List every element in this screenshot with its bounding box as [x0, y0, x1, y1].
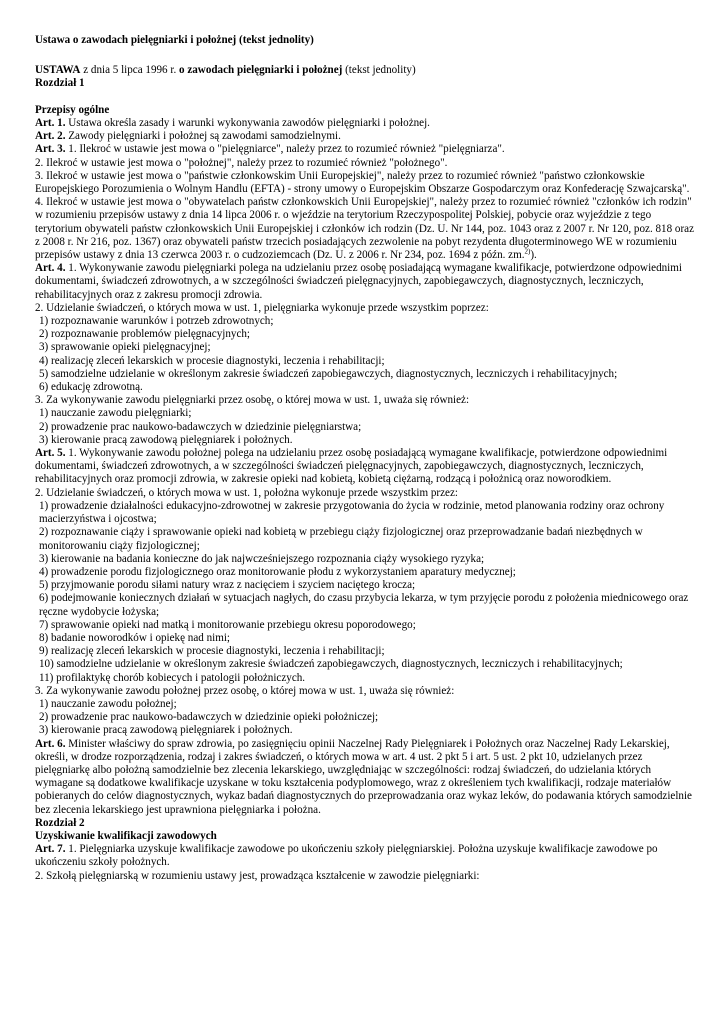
article-3-para-4 [35, 196, 695, 262]
list-item: 6) podejmowanie koniecznych działań w sytuacjach nagłych, do czasu przybycia lekarza, w tym przyjęcie porodu z położenia miednicowego oraz ręczne wydobycie łożyska; [39, 592, 689, 618]
list-item: 3) sprawowanie opieki pielęgnacyjnej; [39, 341, 211, 354]
article-3-para-2: 2. Ilekroć w ustawie jest mowa o "położnej", należy przez to rozumieć również "położnego". [35, 156, 448, 169]
act-date: z dnia 5 lipca 1996 r. [80, 64, 180, 77]
list-item: 1) rozpoznawanie warunków i potrzeb zdrowotnych; [39, 315, 274, 328]
article-5-para-2: 2. Udzielanie świadczeń, o których mowa w ust. 1, położna wykonuje przede wszystkim przez: [35, 486, 458, 499]
act-subject: o zawodach pielęgniarki i położnej [179, 64, 343, 77]
chapter-2-heading: Rozdział 2 [35, 816, 85, 829]
article-label: Art. 2. [35, 130, 66, 143]
article-label: Art. 6. [35, 737, 66, 750]
list-item: 3) kierowanie pracą zawodową pielęgniarek i położnych. [39, 433, 293, 446]
article-4-para-3: 3. Za wykonywanie zawodu pielęgniarki przez osobę, o której mowa w ust. 1, uważa się również: [35, 394, 470, 407]
footnote-ref[interactable]: 2) [524, 247, 531, 256]
article-text-end: ). [530, 249, 537, 262]
article-7-para-1 [35, 843, 695, 869]
article-2 [35, 130, 695, 143]
list-item: 11) profilaktykę chorób kobiecych i patologii położniczych. [39, 671, 306, 684]
article-7-para-2: 2. Szkołą pielęgniarską w rozumieniu ustawy jest, prowadząca kształcenie w zawodzie pielęgniarki: [35, 869, 480, 882]
article-4-para-2: 2. Udzielanie świadczeń, o których mowa w ust. 1, pielęgniarka wykonuje przede wszystkim poprzez: [35, 301, 489, 314]
article-label: Art. 1. [35, 117, 66, 129]
article-text: Minister właściwy do spraw zdrowia, po zasięgnięciu opinii Naczelnej Rady Pielęgniarek i Położnych oraz Naczelnej Rady Lekarskiej, określi, w drodze rozporządzenia, rodzaj i zakres świadczeń, o których mowa w art. 4 ust. 2 pkt 5 i art. 5 ust. 2 pkt 10, udzielanych przez pielęgniarkę albo położną samodzielnie bez zlecenia lekarskiego, uwzględniając w szczególności: rodzaj świadczeń, do udzielania których wymagane są dodatkowe kwalifikacje uzyskane w toku kształcenia podyplomowego, wraz z określeniem tych kwalifikacji, rodzaje materiałów pobieranych do celów diagnostycznych, wykaz badań diagnostycznych do przeprowadzania oraz wykaz leków, do podawania których samodzielnie bez zlecenia lekarskiego jest uprawniona pielęgniarka i położna. [35, 737, 692, 816]
article-5-para-1 [35, 447, 695, 487]
list-item: 5) samodzielne udzielanie w określonym zakresie świadczeń zapobiegawczych, diagnostycznych, leczniczych i rehabilitacyjnych; [39, 367, 618, 380]
list-item: 10) samodzielne udzielanie w określonym zakresie świadczeń zapobiegawczych, diagnostycznych, leczniczych i rehabilitacyjnych; [39, 658, 623, 671]
list-item: 2) rozpoznawanie ciąży i sprawowanie opieki nad kobietą w przebiegu ciąży fizjologicznej oraz przeprowadzanie badań niezbędnych w monitorowaniu ciąży fizjologicznej; [39, 526, 643, 552]
list-item: 7) sprawowanie opieki nad matką i monitorowanie przebiegu okresu poporodowego; [39, 618, 416, 631]
list-item: 2) prowadzenie prac naukowo-badawczych w dziedzinie opieki położniczej; [39, 711, 379, 724]
act-header [35, 64, 695, 77]
list-item: 8) badanie noworodków i opiekę nad nimi; [39, 631, 231, 644]
list-item: 1) nauczanie zawodu pielęgniarki; [39, 407, 192, 420]
list-item: 1) prowadzenie działalności edukacyjno-zdrowotnej w zakresie przygotowania do życia w rodzinie, metod planowania rodziny oraz ochrony macierzyństwa i ojcostwa; [39, 499, 665, 526]
article-text: 1. Wykonywanie zawodu pielęgniarki polega na udzielaniu przez osobę posiadającą wymagane kwalifikacje, potwierdzone odpowiednimi dokumentami, świadczeń zdrowotnych, a w szczególności świadczeń pielęgnacyjnych, zapobiegawczych, diagnostycznych, leczniczych, rehabilitacyjnych oraz z zakresu promocji zdrowia. [35, 262, 682, 301]
article-1 [35, 117, 695, 130]
article-text: 1. Ilekroć w ustawie jest mowa o "pielęgniarce", należy przez to rozumieć również "pielęgniarza". [65, 143, 505, 156]
article-text: Ustawa określa zasady i warunki wykonywania zawodów pielęgniarki i położnej. [65, 117, 430, 129]
list-item: 3) kierowanie pracą zawodową pielęgniarek i położnych. [39, 724, 293, 737]
list-item: 9) realizację zleceń lekarskich w procesie diagnostyki, leczenia i rehabilitacji; [39, 645, 385, 658]
document-title: Ustawa o zawodach pielęgniarki i położnej (tekst jednolity) [35, 34, 314, 46]
article-label: Art. 4. [35, 262, 66, 275]
article-text: 1. Wykonywanie zawodu położnej polega na udzielaniu przez osobę posiadającą wymagane kwalifikacje, potwierdzone odpowiednimi dokumentami, świadczeń zdrowotnych, a w szczególności świadczeń pielęgnacyjnych, zapobiegawczych, diagnostycznych, leczniczych, rehabilitacyjnych oraz promocji zdrowia, w zakresie opieki nad kobietą, kobietą ciężarną, rodzącą i położnicą oraz noworodkiem. [35, 447, 668, 486]
article-label: Art. 3. [35, 143, 66, 156]
list-item: 3) kierowanie na badania konieczne do jak najwcześniejszego rozpoznania ciąży wysokiego ryzyka; [39, 552, 485, 565]
spacer [35, 91, 695, 104]
list-item: 2) rozpoznawanie problemów pielęgnacyjnych; [39, 328, 251, 341]
list-item: 4) realizację zleceń lekarskich w procesie diagnostyki, leczenia i rehabilitacji; [39, 354, 385, 367]
chapter-1-title: Przepisy ogólne [35, 103, 110, 116]
article-text: 4. Ilekroć w ustawie jest mowa o "obywatelach państw członkowskich Unii Europejskiej", należy przez to rozumieć również "członków ich rodzin" w rozumieniu przepisów ustawy z dnia 14 lipca 2006 r. o wjeździe na terytorium Rzeczypospolitej Polskiej, pobycie oraz wyjeździe z tego terytorium obywateli państw członkowskich Unii Europejskiej i członków ich rodzin (Dz. U. Nr 144, poz. 1043 oraz z 2007 r. Nr 120, poz. 818 oraz z 2008 r. Nr 216, poz. 1367) oraz obywateli państw trzecich posiadających zezwolenie na pobyt rezydenta długoterminowego WE w rozumieniu przepisów ustawy z dnia 13 czerwca 2003 r. o cudzoziemcach (Dz. U. z 2006 r. Nr 234, poz. 1694 z późn. zm. [35, 196, 694, 262]
article-4-para-1 [35, 262, 695, 302]
article-text: Zawody pielęgniarki i położnej są zawodami samodzielnymi. [65, 130, 341, 143]
article-text: 1. Pielęgniarka uzyskuje kwalifikacje zawodowe po ukończeniu szkoły pielęgniarskiej. Położna uzyskuje kwalifikacje zawodowe po ukończeniu szkoły położnych. [35, 843, 658, 869]
list-item: 5) przyjmowanie porodu siłami natury wraz z nacięciem i szyciem naciętego krocza; [39, 579, 416, 592]
chapter-1-heading: Rozdział 1 [35, 77, 85, 90]
chapter-2-title: Uzyskiwanie kwalifikacji zawodowych [35, 829, 217, 842]
article-label: Art. 5. [35, 447, 66, 460]
article-3-para-3: 3. Ilekroć w ustawie jest mowa o "państwie członkowskim Unii Europejskiej", należy przez to rozumieć również "państwo członkowskie Europejskiego Porozumienia o Wolnym Handlu (EFTA) - strony umowy o Europejskim Obszarze Gospodarczym oraz Konfederację Szwajcarską". [35, 169, 690, 196]
list-item: 4) prowadzenie porodu fizjologicznego oraz monitorowanie płodu z wykorzystaniem aparatury medycznej; [39, 565, 516, 578]
article-5-para-3: 3. Za wykonywanie zawodu położnej przez osobę, o której mowa w ust. 1, uważa się również: [35, 684, 455, 697]
list-item: 6) edukację zdrowotną. [39, 381, 143, 394]
list-item: 2) prowadzenie prac naukowo-badawczych w dziedzinie pielęgniarstwa; [39, 420, 362, 433]
article-6 [35, 738, 695, 817]
article-label: Art. 7. [35, 843, 66, 856]
act-suffix: (tekst jednolity) [342, 64, 416, 77]
list-item: 1) nauczanie zawodu położnej; [39, 697, 177, 710]
act-label: USTAWA [35, 64, 81, 77]
article-3-para-1 [35, 143, 695, 156]
